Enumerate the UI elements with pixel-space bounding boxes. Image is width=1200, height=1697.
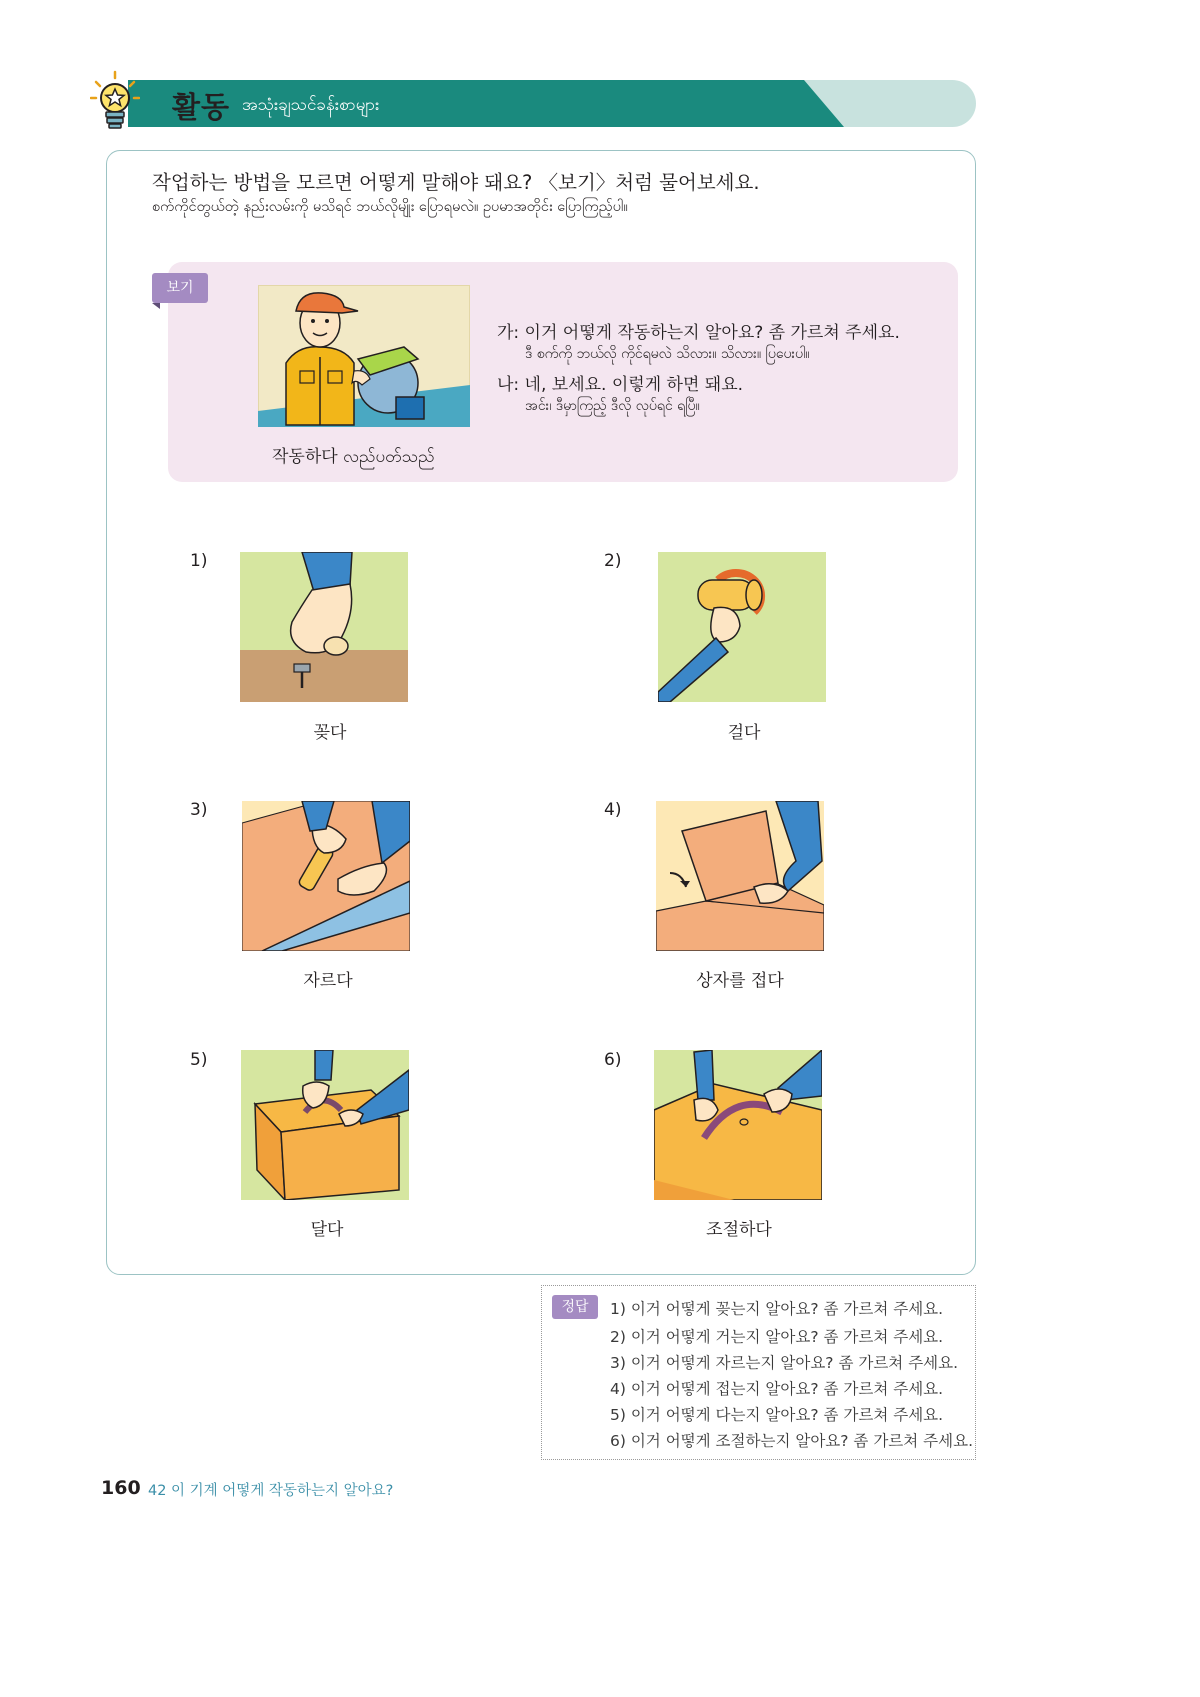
item-number: 4) xyxy=(604,800,622,820)
answer-line: 5) 이거 어떻게 다는지 알아요? 좀 가르쳐 주세요. xyxy=(610,1406,944,1424)
section-subtitle: အသုံးချသင်ခန်းစာများ xyxy=(242,95,380,115)
item-number: 5) xyxy=(190,1050,208,1070)
dialogue-line-a: 가: 이거 어떻게 작동하는지 알아요? 좀 가르쳐 주세요. xyxy=(497,323,900,343)
lightbulb-star-icon xyxy=(90,70,140,130)
section-title: 활동 xyxy=(172,90,231,124)
dialogue-line-a-myanmar: ဒီ စက်ကို ဘယ်လို ကိုင်ရမလဲ သိလား။ သိလား။ ပြပေးပါ။ xyxy=(525,346,810,362)
answer-line: 6) 이거 어떻게 조절하는지 알아요? 좀 가르쳐 주세요. xyxy=(610,1432,974,1450)
item-number: 6) xyxy=(604,1050,622,1070)
worker-operating-saw-icon xyxy=(258,285,470,427)
item-label: 상자를 접다 xyxy=(696,971,784,991)
example-caption: 작동하다 လည်ပတ်သည် xyxy=(272,447,435,467)
dialogue-line-b: 나: 네, 보세요. 이렇게 하면 돼요. xyxy=(497,375,744,395)
item-label: 걸다 xyxy=(727,723,761,743)
chapter-title: 42 이 기계 어떻게 작동하는지 알아요? xyxy=(148,1483,394,1499)
answer-line: 3) 이거 어떻게 자르는지 알아요? 좀 가르쳐 주세요. xyxy=(610,1354,959,1372)
page-number: 160 xyxy=(101,1477,141,1499)
item-label: 달다 xyxy=(310,1220,344,1240)
item-number: 3) xyxy=(190,800,208,820)
adjusting-handle-icon xyxy=(654,1050,822,1200)
section-header-banner xyxy=(128,80,976,127)
answer-line: 1) 이거 어떻게 꽂는지 알아요? 좀 가르쳐 주세요. xyxy=(610,1300,944,1318)
example-tag: 보기 xyxy=(152,273,208,303)
item-number: 1) xyxy=(190,551,208,571)
answer-tag: 정답 xyxy=(552,1295,598,1319)
dialogue-line-b-myanmar: အင်း၊ ဒီမှာကြည့် ဒီလို လုပ်ရင် ရပြီ။ xyxy=(525,398,700,414)
item-number: 2) xyxy=(604,551,622,571)
item-label: 조절하다 xyxy=(706,1220,772,1240)
cutter-cutting-board-icon xyxy=(242,801,410,951)
item-label: 자르다 xyxy=(303,971,353,991)
attaching-box-handle-icon xyxy=(241,1050,409,1200)
folding-box-icon xyxy=(656,801,824,951)
hand-hanging-spool-icon xyxy=(658,552,826,702)
item-label: 꽂다 xyxy=(313,723,347,743)
answer-line: 2) 이거 어떻게 거는지 알아요? 좀 가르쳐 주세요. xyxy=(610,1328,944,1346)
hand-inserting-plug-icon xyxy=(240,552,408,702)
question-myanmar: စက်ကိုင်တွယ်တဲ့ နည်းလမ်းကို မသိရင် ဘယ်လိုမျိုး ပြောရမလဲ။ ဥပမာအတိုင်း ပြောကြည့်ပါ။ xyxy=(152,199,628,215)
answer-line: 4) 이거 어떻게 접는지 알아요? 좀 가르쳐 주세요. xyxy=(610,1380,944,1398)
question-korean: 작업하는 방법을 모르면 어떻게 말해야 돼요? 〈보기〉처럼 물어보세요. xyxy=(152,171,760,194)
